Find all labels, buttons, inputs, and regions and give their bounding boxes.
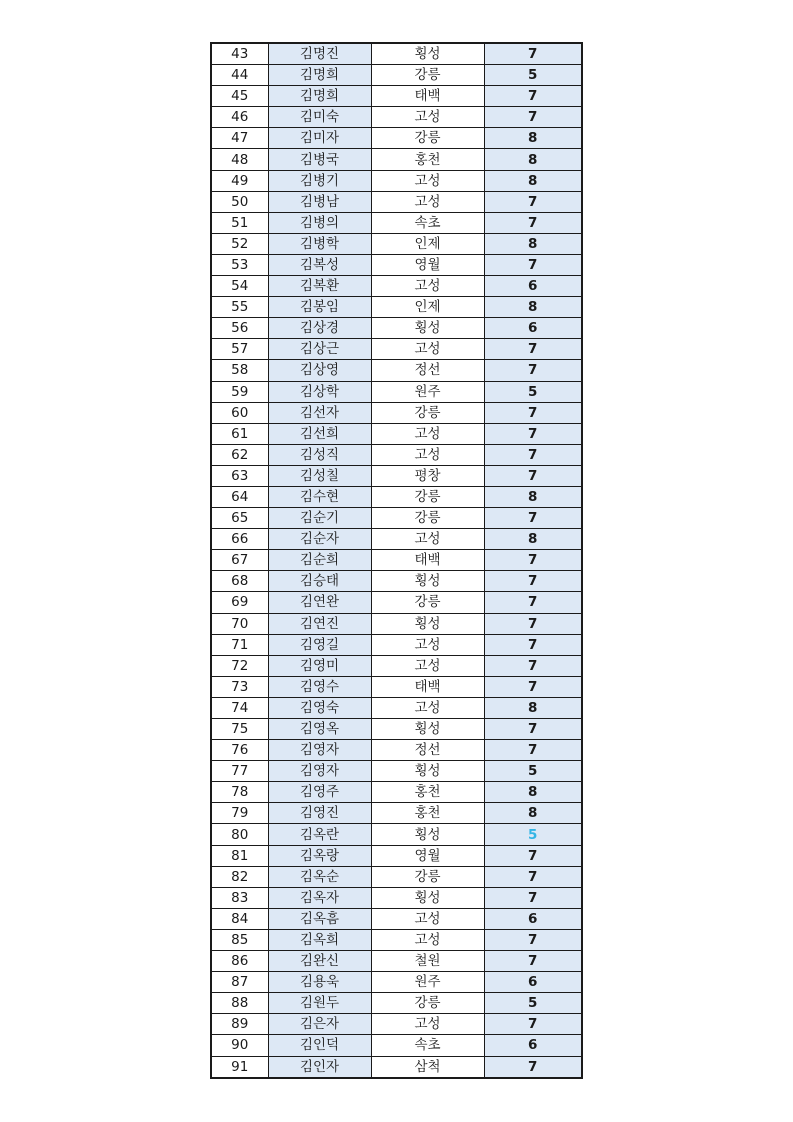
row-number-cell: 43 [211,43,268,65]
name-cell: 김영주 [268,782,371,803]
name-cell: 김성칠 [268,465,371,486]
region-cell: 고성 [371,339,484,360]
score-cell: 7 [484,191,582,212]
table-row [211,233,582,254]
name-cell: 김순기 [268,508,371,529]
row-number-cell: 70 [211,613,268,634]
region-cell: 고성 [371,908,484,929]
score-cell: 7 [484,613,582,634]
score-cell: 7 [484,508,582,529]
row-number-cell: 52 [211,233,268,254]
row-number-cell: 62 [211,444,268,465]
table-row [211,107,582,128]
table-row [211,719,582,740]
table-row [211,550,582,571]
row-number-cell: 90 [211,1035,268,1056]
row-number-cell: 84 [211,908,268,929]
row-number-cell: 72 [211,655,268,676]
roster-table [210,42,583,1079]
region-cell: 강릉 [371,486,484,507]
row-number-cell: 66 [211,529,268,550]
region-cell: 횡성 [371,719,484,740]
table-row [211,655,582,676]
row-number-cell: 88 [211,993,268,1014]
region-cell: 고성 [371,444,484,465]
row-number-cell: 77 [211,761,268,782]
name-cell: 김복성 [268,254,371,275]
score-cell: 8 [484,803,582,824]
name-cell: 김미숙 [268,107,371,128]
score-cell: 7 [484,212,582,233]
table-row [211,254,582,275]
name-cell: 김명희 [268,86,371,107]
table-row [211,297,582,318]
region-cell: 인제 [371,233,484,254]
score-cell: 5 [484,65,582,86]
table-row [211,276,582,297]
region-cell: 고성 [371,1014,484,1035]
region-cell: 삼척 [371,1056,484,1078]
table-row [211,929,582,950]
row-number-cell: 61 [211,423,268,444]
row-number-cell: 59 [211,381,268,402]
row-number-cell: 50 [211,191,268,212]
table-row [211,423,582,444]
table-row [211,212,582,233]
row-number-cell: 45 [211,86,268,107]
row-number-cell: 85 [211,929,268,950]
name-cell: 김원두 [268,993,371,1014]
row-number-cell: 46 [211,107,268,128]
name-cell: 김연완 [268,592,371,613]
row-number-cell: 81 [211,845,268,866]
region-cell: 인제 [371,297,484,318]
region-cell: 강릉 [371,402,484,423]
name-cell: 김연진 [268,613,371,634]
table-row [211,824,582,845]
region-cell: 강릉 [371,592,484,613]
name-cell: 김옥란 [268,824,371,845]
table-row [211,887,582,908]
table-row [211,676,582,697]
name-cell: 김영옥 [268,719,371,740]
name-cell: 김영숙 [268,697,371,718]
score-cell: 7 [484,1056,582,1078]
name-cell: 김인덕 [268,1035,371,1056]
region-cell: 횡성 [371,43,484,65]
name-cell: 김병기 [268,170,371,191]
region-cell: 태백 [371,86,484,107]
table-row [211,634,582,655]
region-cell: 정선 [371,360,484,381]
region-cell: 횡성 [371,887,484,908]
table-row [211,697,582,718]
name-cell: 김순희 [268,550,371,571]
region-cell: 횡성 [371,824,484,845]
row-number-cell: 55 [211,297,268,318]
table-row [211,1035,582,1056]
name-cell: 김상경 [268,318,371,339]
region-cell: 영월 [371,845,484,866]
region-cell: 홍천 [371,782,484,803]
score-cell: 6 [484,1035,582,1056]
score-cell: 8 [484,128,582,149]
row-number-cell: 75 [211,719,268,740]
row-number-cell: 71 [211,634,268,655]
row-number-cell: 51 [211,212,268,233]
region-cell: 영월 [371,254,484,275]
name-cell: 김옥자 [268,887,371,908]
name-cell: 김선희 [268,423,371,444]
region-cell: 고성 [371,529,484,550]
name-cell: 김승태 [268,571,371,592]
region-cell: 태백 [371,676,484,697]
name-cell: 김명진 [268,43,371,65]
row-number-cell: 44 [211,65,268,86]
table-row [211,65,582,86]
row-number-cell: 57 [211,339,268,360]
score-cell: 8 [484,782,582,803]
name-cell: 김수현 [268,486,371,507]
row-number-cell: 60 [211,402,268,423]
name-cell: 김영자 [268,761,371,782]
score-cell: 7 [484,339,582,360]
table-row [211,43,582,65]
score-cell: 7 [484,1014,582,1035]
table-row [211,592,582,613]
name-cell: 김영미 [268,655,371,676]
region-cell: 고성 [371,170,484,191]
row-number-cell: 87 [211,972,268,993]
score-cell: 8 [484,149,582,170]
table-row [211,972,582,993]
region-cell: 홍천 [371,803,484,824]
table-row [211,1056,582,1078]
row-number-cell: 53 [211,254,268,275]
name-cell: 김영수 [268,676,371,697]
score-cell: 7 [484,887,582,908]
region-cell: 강릉 [371,128,484,149]
name-cell: 김영자 [268,740,371,761]
name-cell: 김용욱 [268,972,371,993]
region-cell: 원주 [371,381,484,402]
name-cell: 김병남 [268,191,371,212]
region-cell: 고성 [371,697,484,718]
table-row [211,318,582,339]
table-row [211,149,582,170]
score-cell: 7 [484,402,582,423]
region-cell: 원주 [371,972,484,993]
table-row [211,951,582,972]
table-row [211,508,582,529]
name-cell: 김선자 [268,402,371,423]
row-number-cell: 49 [211,170,268,191]
region-cell: 고성 [371,634,484,655]
table-row [211,128,582,149]
score-cell: 7 [484,465,582,486]
table-row [211,993,582,1014]
score-cell: 7 [484,740,582,761]
name-cell: 김완신 [268,951,371,972]
score-cell: 7 [484,423,582,444]
row-number-cell: 73 [211,676,268,697]
score-cell: 5 [484,824,582,845]
region-cell: 고성 [371,423,484,444]
roster-table-body [211,43,582,1078]
row-number-cell: 56 [211,318,268,339]
row-number-cell: 80 [211,824,268,845]
row-number-cell: 69 [211,592,268,613]
name-cell: 김순자 [268,529,371,550]
row-number-cell: 91 [211,1056,268,1078]
score-cell: 6 [484,972,582,993]
table-row [211,381,582,402]
score-cell: 8 [484,697,582,718]
score-cell: 7 [484,444,582,465]
name-cell: 김봉임 [268,297,371,318]
name-cell: 김명희 [268,65,371,86]
score-cell: 8 [484,486,582,507]
row-number-cell: 83 [211,887,268,908]
row-number-cell: 76 [211,740,268,761]
row-number-cell: 79 [211,803,268,824]
name-cell: 김병국 [268,149,371,170]
region-cell: 횡성 [371,613,484,634]
row-number-cell: 78 [211,782,268,803]
name-cell: 김상영 [268,360,371,381]
region-cell: 평창 [371,465,484,486]
name-cell: 김영길 [268,634,371,655]
row-number-cell: 65 [211,508,268,529]
region-cell: 횡성 [371,318,484,339]
table-row [211,170,582,191]
table-row [211,866,582,887]
row-number-cell: 67 [211,550,268,571]
name-cell: 김인자 [268,1056,371,1078]
row-number-cell: 63 [211,465,268,486]
score-cell: 7 [484,929,582,950]
table-row [211,761,582,782]
table-row [211,1014,582,1035]
name-cell: 김병의 [268,212,371,233]
score-cell: 7 [484,676,582,697]
row-number-cell: 74 [211,697,268,718]
name-cell: 김복환 [268,276,371,297]
table-row [211,86,582,107]
table-row [211,740,582,761]
table-row [211,613,582,634]
region-cell: 강릉 [371,508,484,529]
score-cell: 7 [484,634,582,655]
region-cell: 태백 [371,550,484,571]
region-cell: 고성 [371,655,484,676]
table-row [211,803,582,824]
name-cell: 김상학 [268,381,371,402]
score-cell: 7 [484,719,582,740]
table-row [211,444,582,465]
table-row [211,465,582,486]
score-cell: 7 [484,592,582,613]
region-cell: 고성 [371,107,484,128]
region-cell: 정선 [371,740,484,761]
name-cell: 김옥흠 [268,908,371,929]
row-number-cell: 64 [211,486,268,507]
score-cell: 7 [484,655,582,676]
row-number-cell: 48 [211,149,268,170]
score-cell: 6 [484,908,582,929]
region-cell: 강릉 [371,866,484,887]
score-cell: 8 [484,170,582,191]
score-cell: 8 [484,233,582,254]
table-row [211,191,582,212]
name-cell: 김병학 [268,233,371,254]
row-number-cell: 54 [211,276,268,297]
row-number-cell: 89 [211,1014,268,1035]
name-cell: 김옥희 [268,929,371,950]
score-cell: 8 [484,297,582,318]
score-cell: 7 [484,550,582,571]
region-cell: 속초 [371,1035,484,1056]
row-number-cell: 58 [211,360,268,381]
score-cell: 5 [484,381,582,402]
region-cell: 횡성 [371,761,484,782]
score-cell: 7 [484,866,582,887]
row-number-cell: 47 [211,128,268,149]
region-cell: 강릉 [371,65,484,86]
row-number-cell: 68 [211,571,268,592]
table-row [211,402,582,423]
table-row [211,782,582,803]
name-cell: 김성직 [268,444,371,465]
name-cell: 김옥랑 [268,845,371,866]
score-cell: 7 [484,86,582,107]
score-cell: 8 [484,529,582,550]
region-cell: 횡성 [371,571,484,592]
table-row [211,908,582,929]
row-number-cell: 86 [211,951,268,972]
score-cell: 7 [484,845,582,866]
score-cell: 7 [484,571,582,592]
region-cell: 홍천 [371,149,484,170]
name-cell: 김영진 [268,803,371,824]
table-row [211,339,582,360]
table-row [211,571,582,592]
score-cell: 7 [484,951,582,972]
region-cell: 고성 [371,929,484,950]
name-cell: 김은자 [268,1014,371,1035]
name-cell: 김옥순 [268,866,371,887]
score-cell: 7 [484,360,582,381]
row-number-cell: 82 [211,866,268,887]
table-row [211,360,582,381]
score-cell: 5 [484,761,582,782]
name-cell: 김미자 [268,128,371,149]
score-cell: 6 [484,276,582,297]
table-row [211,845,582,866]
score-cell: 7 [484,43,582,65]
table-row [211,486,582,507]
table-row [211,529,582,550]
region-cell: 강릉 [371,993,484,1014]
name-cell: 김상근 [268,339,371,360]
region-cell: 고성 [371,191,484,212]
score-cell: 7 [484,107,582,128]
region-cell: 고성 [371,276,484,297]
score-cell: 7 [484,254,582,275]
region-cell: 철원 [371,951,484,972]
score-cell: 6 [484,318,582,339]
region-cell: 속초 [371,212,484,233]
score-cell: 5 [484,993,582,1014]
